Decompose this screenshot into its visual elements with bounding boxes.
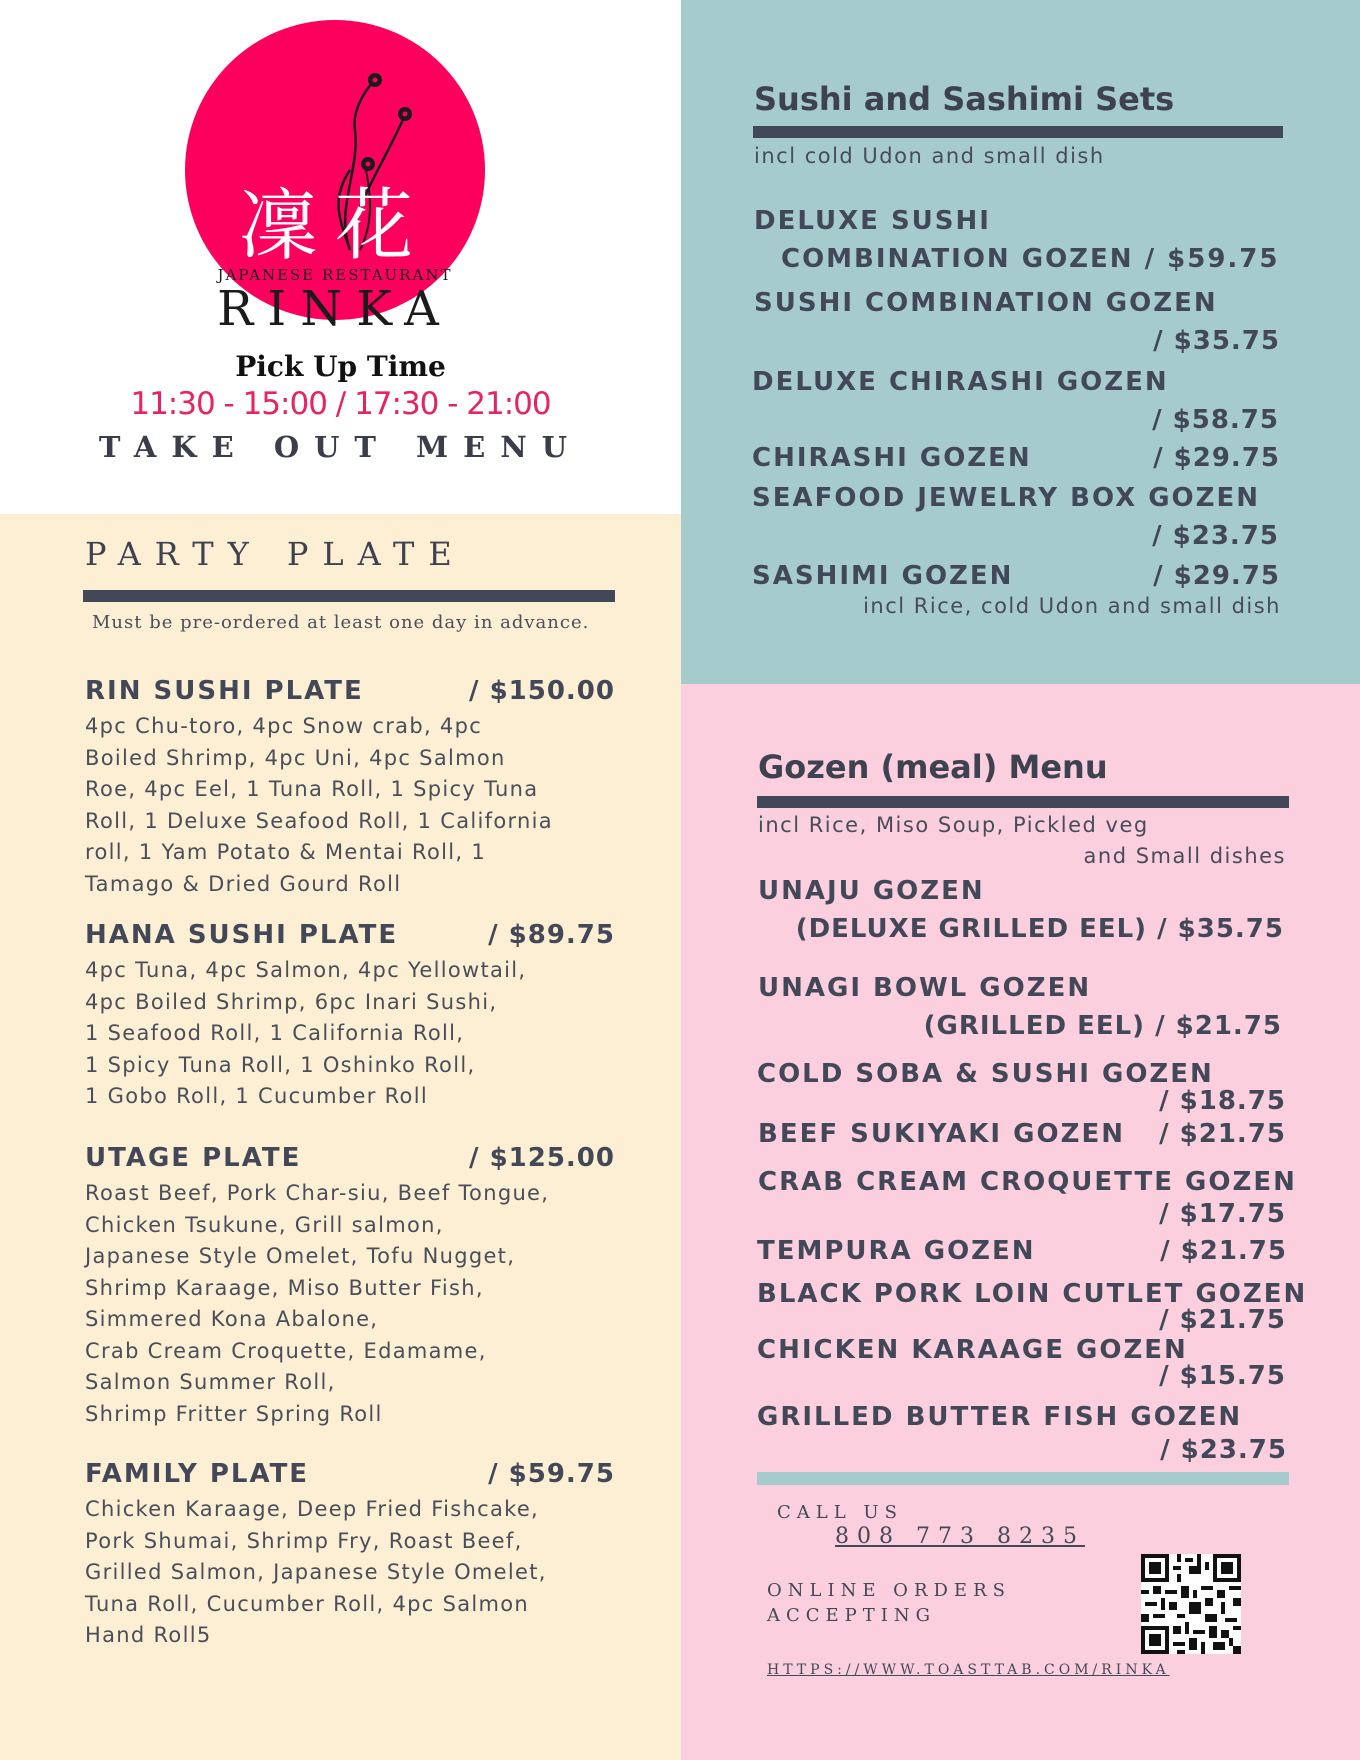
- pickup-time-title: Pick Up Time: [235, 350, 446, 383]
- set-item-name: SEAFOOD JEWELRY BOX GOZEN: [752, 483, 1261, 513]
- set-item-deluxe-sushi-line2: COMBINATION GOZEN / $59.75: [781, 244, 1280, 274]
- party-item-name: FAMILY PLATE: [85, 1459, 310, 1489]
- gozen-item-unaju-line2: (DELUXE GRILLED EEL) / $35.75: [795, 914, 1284, 944]
- gozen-item-price: / $17.75: [1159, 1199, 1286, 1229]
- party-item-price: / $89.75: [488, 920, 615, 950]
- gozen-item-price: / $15.75: [1159, 1361, 1286, 1391]
- gozen-item-name: BEEF SUKIYAKI GOZEN: [758, 1119, 1125, 1149]
- party-plate-divider: [83, 590, 615, 602]
- set-item-name: SASHIMI GOZEN: [752, 561, 1014, 591]
- gozen-item-name: COLD SOBA & SUSHI GOZEN: [757, 1059, 1214, 1089]
- set-item-price: / $58.75: [1152, 405, 1279, 435]
- party-item-name: UTAGE PLATE: [85, 1143, 302, 1173]
- set-item-name: DELUXE CHIRASHI GOZEN: [752, 367, 1169, 397]
- set-item-name: CHIRASHI GOZEN: [752, 443, 1032, 473]
- set-item-deluxe-sushi-line1: DELUXE SUSHI: [754, 206, 991, 236]
- gozen-item-name: CHICKEN KARAAGE GOZEN: [757, 1335, 1188, 1365]
- online-orders-line1: ONLINE ORDERS: [767, 1580, 1011, 1601]
- party-item-description: 4pc Tuna, 4pc Salmon, 4pc Yellowtail, 4pc Boiled Shrimp, 6pc Inari Sushi, 1 Seafood Roll, 1 California Roll, 1 Spicy Tuna Roll, 1 Oshinko Roll, 1 Gobo Roll, 1 Cucumber Roll: [85, 958, 527, 1108]
- set-item-price: / $23.75: [1152, 521, 1279, 551]
- call-us-label: CALL US: [777, 1502, 903, 1523]
- gozen-item-unagi-line2: (GRILLED EEL) / $21.75: [923, 1011, 1282, 1041]
- gozen-note-line1: incl Rice, Miso Soup, Pickled veg: [758, 813, 1149, 837]
- gozen-note-line2: and Small dishes: [1083, 844, 1286, 868]
- gozen-item-price: / $21.75: [1159, 1119, 1286, 1149]
- party-item-price: / $150.00: [469, 676, 615, 706]
- party-item-name: HANA SUSHI PLATE: [85, 920, 399, 950]
- sushi-sets-divider: [753, 126, 1283, 138]
- pickup-hours: 11:30 - 15:00 / 17:30 - 21:00: [130, 386, 551, 422]
- gozen-item-price: / $21.75: [1159, 1305, 1286, 1335]
- sushi-sets-title: Sushi and Sashimi Sets: [754, 80, 1175, 118]
- gozen-item-name: TEMPURA GOZEN: [757, 1236, 1036, 1266]
- party-item-price: / $125.00: [469, 1143, 615, 1173]
- rinka-logo: [160, 20, 540, 340]
- qr-code-icon[interactable]: [1141, 1554, 1241, 1654]
- gozen-item-price: / $21.75: [1160, 1236, 1287, 1266]
- logo-name: RINKA: [217, 281, 453, 337]
- party-item-description: 4pc Chu-toro, 4pc Snow crab, 4pc Boiled Shrimp, 4pc Uni, 4pc Salmon Roe, 4pc Eel, 1 Tuna Roll, 1 Spicy Tuna Roll, 1 Deluxe Seafood Roll, 1 California roll, 1 Yam Potato & Mentai Roll, 1 Tamago & Dried Gourd Roll: [85, 714, 553, 896]
- gozen-item-name: GRILLED BUTTER FISH GOZEN: [757, 1402, 1243, 1432]
- online-orders-line2: ACCEPTING: [767, 1605, 937, 1626]
- gozen-item-unagi-line1: UNAGI BOWL GOZEN: [758, 973, 1092, 1003]
- party-plate-title: PARTY PLATE: [85, 535, 466, 573]
- online-orders-label: [767, 1578, 1067, 1628]
- party-item-price: / $59.75: [488, 1459, 615, 1489]
- contact-divider: [757, 1472, 1289, 1485]
- sashimi-note: incl Rice, cold Udon and small dish: [863, 594, 1281, 618]
- gozen-item-price: / $18.75: [1159, 1086, 1286, 1116]
- party-item-description: Roast Beef, Pork Char-siu, Beef Tongue, Chicken Tsukune, Grill salmon, Japanese Style Omelet, Tofu Nugget, Shrimp Karaage, Miso Butter Fish, Simmered Kona Abalone, Crab Cream Croquette, Edamame, Salmon Summer Roll, Shrimp Fritter Spring Roll: [85, 1181, 550, 1426]
- take-out-menu-title: TAKE OUT MENU: [98, 430, 583, 464]
- set-item-name: SUSHI COMBINATION GOZEN: [754, 288, 1218, 318]
- gozen-item-name: BLACK PORK LOIN CUTLET GOZEN: [757, 1279, 1308, 1309]
- phone-number-link[interactable]: 808 773 8235: [835, 1524, 1085, 1549]
- sushi-sets-note: incl cold Udon and small dish: [754, 144, 1105, 168]
- set-item-price: / $29.75: [1153, 561, 1280, 591]
- gozen-item-name: CRAB CREAM CROQUETTE GOZEN: [758, 1167, 1297, 1197]
- party-plate-note: Must be pre-ordered at least one day in advance.: [92, 612, 590, 633]
- gozen-menu-title: Gozen (meal) Menu: [758, 748, 1108, 786]
- gozen-menu-divider: [757, 796, 1289, 808]
- set-item-price: / $29.75: [1153, 443, 1280, 473]
- logo-kanji: 凜花: [238, 181, 432, 271]
- party-item-name: RIN SUSHI PLATE: [85, 676, 364, 706]
- gozen-item-price: / $23.75: [1160, 1435, 1287, 1465]
- gozen-item-unaju-line1: UNAJU GOZEN: [758, 876, 985, 906]
- order-website-link[interactable]: HTTPS://WWW.TOASTTAB.COM/RINKA: [767, 1662, 1170, 1678]
- party-item-description: Chicken Karaage, Deep Fried Fishcake, Pork Shumai, Shrimp Fry, Roast Beef, Grilled Salmon, Japanese Style Omelet, Tuna Roll, Cucumber Roll, 4pc Salmon Hand Roll5: [85, 1497, 547, 1647]
- set-item-price: / $35.75: [1153, 326, 1280, 356]
- logo-tagline: JAPANESE RESTAURANT: [217, 266, 453, 284]
